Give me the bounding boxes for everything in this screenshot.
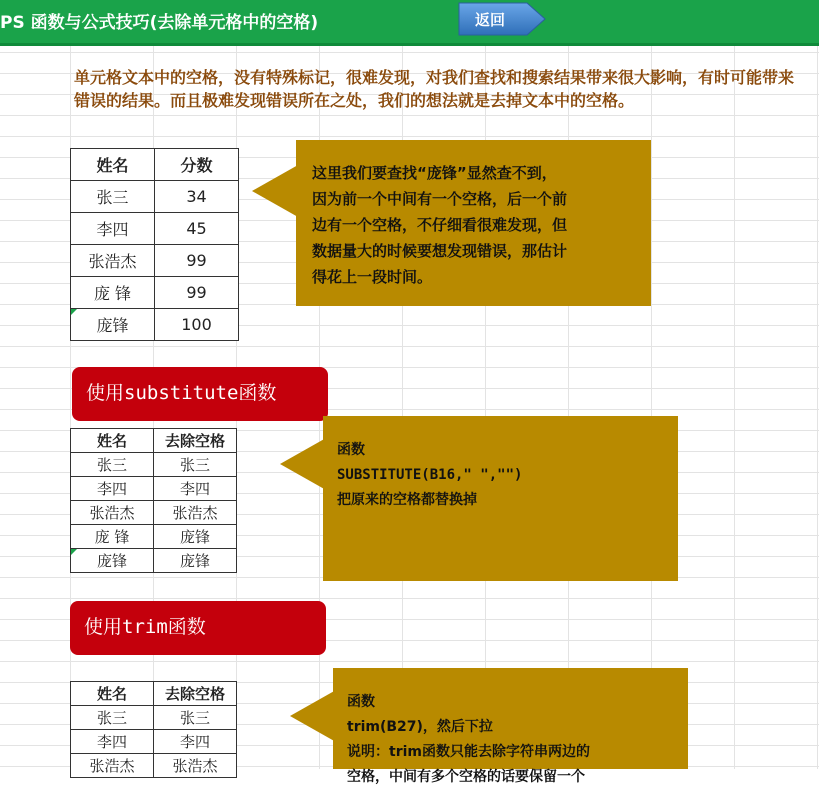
table-row (71, 453, 237, 477)
table-cell[interactable]: 庞 锋 (71, 277, 155, 309)
table-row (71, 309, 239, 341)
table-cell[interactable]: 李四 (71, 477, 154, 501)
table-cell[interactable]: 庞锋 (154, 525, 237, 549)
table-header-cell[interactable]: 姓名 (71, 429, 154, 453)
table-cell[interactable]: 99 (155, 245, 239, 277)
callout-line: SUBSTITUTE(B16," ","") (337, 467, 523, 483)
table-row (71, 477, 237, 501)
table-header-cell[interactable]: 姓名 (71, 682, 154, 706)
table-row (71, 754, 237, 778)
callout-line: trim(B27)，然后下拉 (347, 719, 493, 735)
substitute-callout (323, 416, 678, 581)
title-bar (0, 0, 819, 46)
table-cell[interactable]: 张浩杰 (154, 501, 237, 525)
table-row (71, 245, 239, 277)
table-cell[interactable]: 34 (155, 181, 239, 213)
callout-line: 把原来的空格都替换掉 (337, 492, 477, 508)
table-cell[interactable]: 张浩杰 (71, 501, 154, 525)
table-header-row (71, 682, 237, 706)
callout-line: 边有一个空格，不仔细看很难发现，但 (312, 216, 568, 234)
callout-line: 数据量大的时候要想发现错误，那估计 (312, 242, 568, 260)
callout-line: 因为前一个中间有一个空格，后一个前 (312, 190, 568, 208)
table-cell[interactable]: 李四 (154, 730, 237, 754)
table-header-row (71, 429, 237, 453)
explanation-callout (296, 140, 651, 306)
table-cell[interactable]: 张浩杰 (71, 754, 154, 778)
callout-line: 空格，中间有多个空格的话要保留一个 (347, 769, 585, 785)
cell-text: 庞锋 (96, 316, 129, 335)
cell-text: 庞锋 (96, 552, 127, 570)
table-cell[interactable]: 45 (155, 213, 239, 245)
trim-section-label: 使用trim函数 (70, 601, 326, 655)
text-number-indicator (71, 309, 77, 315)
callout-line: 这里我们要查找“庞锋”显然查不到， (312, 164, 557, 182)
table-header-cell[interactable]: 去除空格 (154, 682, 237, 706)
trim-callout (333, 668, 688, 785)
table-cell[interactable]: 张三 (154, 706, 237, 730)
table-cell[interactable]: 张三 (71, 706, 154, 730)
table-cell[interactable]: 李四 (71, 730, 154, 754)
table-cell[interactable] (71, 309, 155, 341)
table-row (71, 549, 237, 573)
table-cell[interactable]: 李四 (71, 213, 155, 245)
table-row (71, 706, 237, 730)
table-cell[interactable]: 张浩杰 (154, 754, 237, 778)
table-cell[interactable]: 99 (155, 277, 239, 309)
text-number-indicator (71, 549, 77, 555)
table-row (71, 181, 239, 213)
table-cell[interactable]: 张浩杰 (71, 245, 155, 277)
table-cell[interactable]: 张三 (154, 453, 237, 477)
callout-pointer (280, 438, 326, 490)
callout-pointer (252, 165, 298, 217)
table-row (71, 213, 239, 245)
table-cell[interactable]: 庞锋 (154, 549, 237, 573)
callout-pointer (290, 690, 336, 742)
intro-text: 单元格文本中的空格，没有特殊标记，很难发现，对我们查找和搜索结果带来很大影响，有时可能带来错误的结果。而且极难发现错误所在之处，我们的想法就是去掉文本中的空格。 (74, 68, 795, 110)
scores-table (70, 148, 239, 341)
table-row (71, 525, 237, 549)
table-cell[interactable] (71, 549, 154, 573)
table-header-cell[interactable]: 分数 (155, 149, 239, 181)
table-cell[interactable]: 张三 (71, 181, 155, 213)
table-header-cell[interactable]: 去除空格 (154, 429, 237, 453)
table-header-cell[interactable]: 姓名 (71, 149, 155, 181)
table-row (71, 277, 239, 309)
trim-table (70, 681, 237, 778)
callout-line: 函数 (337, 442, 365, 458)
back-button[interactable] (459, 0, 546, 38)
table-cell[interactable]: 张三 (71, 453, 154, 477)
table-cell[interactable]: 李四 (154, 477, 237, 501)
callout-line: 函数 (347, 694, 375, 710)
callout-line: 说明：trim函数只能去除字符串两边的 (347, 744, 590, 760)
substitute-section-label: 使用substitute函数 (72, 367, 328, 421)
back-button-label: 返回 (475, 11, 506, 29)
table-row (71, 730, 237, 754)
table-cell[interactable]: 庞 锋 (71, 525, 154, 549)
page-title: PS 函数与公式技巧(去除单元格中的空格) (0, 13, 319, 33)
substitute-table (70, 428, 237, 573)
table-row (71, 501, 237, 525)
table-cell[interactable]: 100 (155, 309, 239, 341)
table-header-row (71, 149, 239, 181)
callout-line: 得花上一段时间。 (312, 268, 433, 286)
